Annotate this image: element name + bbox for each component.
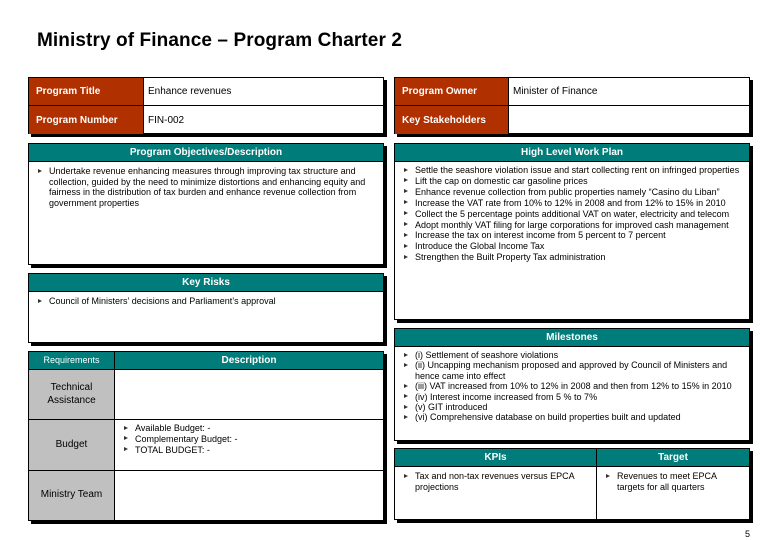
milestones-header: Milestones [395,329,749,347]
work-plan-list [395,162,749,263]
list-item: (ii) Uncapping mechanism proposed and approved by Council of Ministers and hence came into effect [403,360,741,381]
kpi-table [394,448,750,520]
list-item: Complementary Budget: - [123,434,375,445]
page-title: Ministry of Finance – Program Charter 2 [37,30,402,51]
program-owner-row [395,78,749,106]
target-column-header: Target [658,452,688,463]
list-item: (iii) VAT increased from 10% to 12% in 2008 and then from 12% to 15% in 2010 [403,381,741,391]
objectives-header: Program Objectives/Description [29,144,383,162]
list-item: (v) GIT introduced [403,402,741,412]
table-row [29,370,383,420]
key-risks-header: Key Risks [29,274,383,292]
requirement-name: Ministry Team [29,471,115,520]
list-item: Lift the cap on domestic car gasoline prices [403,176,741,187]
milestones-list [395,347,749,423]
milestones-box [394,328,750,441]
program-number-value: FIN-002 [148,114,185,126]
list-item: (iv) Interest income increased from 5 % to 7% [403,392,741,402]
requirements-header-row [29,352,383,370]
key-stakeholders-value [509,106,513,134]
requirement-description [115,370,383,419]
requirement-name: Technical Assistance [29,370,115,419]
program-number-label: Program Number [29,106,144,134]
key-stakeholders-row [395,106,749,134]
requirement-name: Budget [29,420,115,469]
work-plan-box [394,143,750,320]
program-title-label: Program Title [29,78,144,105]
program-number-row [29,106,383,134]
requirement-description [115,420,383,469]
work-plan-header: High Level Work Plan [395,144,749,162]
list-item: Tax and non-tax revenues versus EPCA projections [403,471,588,492]
list-item: Undertake revenue enhancing measures through improving tax structure and collection, guided by the need to minimize distortions and enhancing equity and fairness in the distribution of tax burden and enhance revenue collection from government properties [37,166,375,208]
objectives-list [29,162,383,208]
target-cell [597,467,749,519]
objectives-box [28,143,384,265]
table-row [29,420,383,470]
list-item: Settle the seashore violation issue and start collecting rent on infringed properties [403,165,741,176]
list-item: Strengthen the Built Property Tax administration [403,252,741,263]
program-owner-label: Program Owner [395,78,509,105]
requirement-description [115,471,383,520]
requirements-column-header: Requirements [29,352,115,369]
key-risks-list [29,292,383,307]
kpis-cell [395,467,597,519]
list-item: Revenues to meet EPCA targets for all quarters [605,471,741,492]
list-item: Enhance revenue collection from public properties namely “Casino du Liban” [403,187,741,198]
program-title-value: Enhance revenues [148,86,232,97]
list-item: Adopt monthly VAT filing for large corporations for improved cash management [403,220,741,231]
list-item: (vi) Comprehensive database on build properties built and updated [403,412,741,422]
description-column-header: Description [221,355,277,366]
key-stakeholders-label: Key Stakeholders [395,106,509,134]
key-risks-box [28,273,384,343]
program-title-row [29,78,383,106]
list-item: Council of Ministers’ decisions and Parliament’s approval [37,296,375,307]
table-row [29,471,383,520]
program-info-box [28,77,384,134]
list-item: Collect the 5 percentage points additional VAT on water, electricity and telecom [403,209,741,220]
list-item: Available Budget: - [123,423,375,434]
page-number: 5 [745,529,751,539]
kpis-column-header: KPIs [395,449,597,466]
list-item: Introduce the Global Income Tax [403,241,741,252]
list-item: TOTAL BUDGET: - [123,445,375,456]
list-item: Increase the VAT rate from 10% to 12% in 2008 and from 12% to 15% in 2010 [403,198,741,209]
list-item: Increase the tax on interest income from 5 percent to 7 percent [403,230,741,241]
requirements-table [28,351,384,521]
kpi-header-row [395,449,749,467]
program-owner-box [394,77,750,134]
list-item: (i) Settlement of seashore violations [403,350,741,360]
program-owner-value: Minister of Finance [513,86,598,97]
